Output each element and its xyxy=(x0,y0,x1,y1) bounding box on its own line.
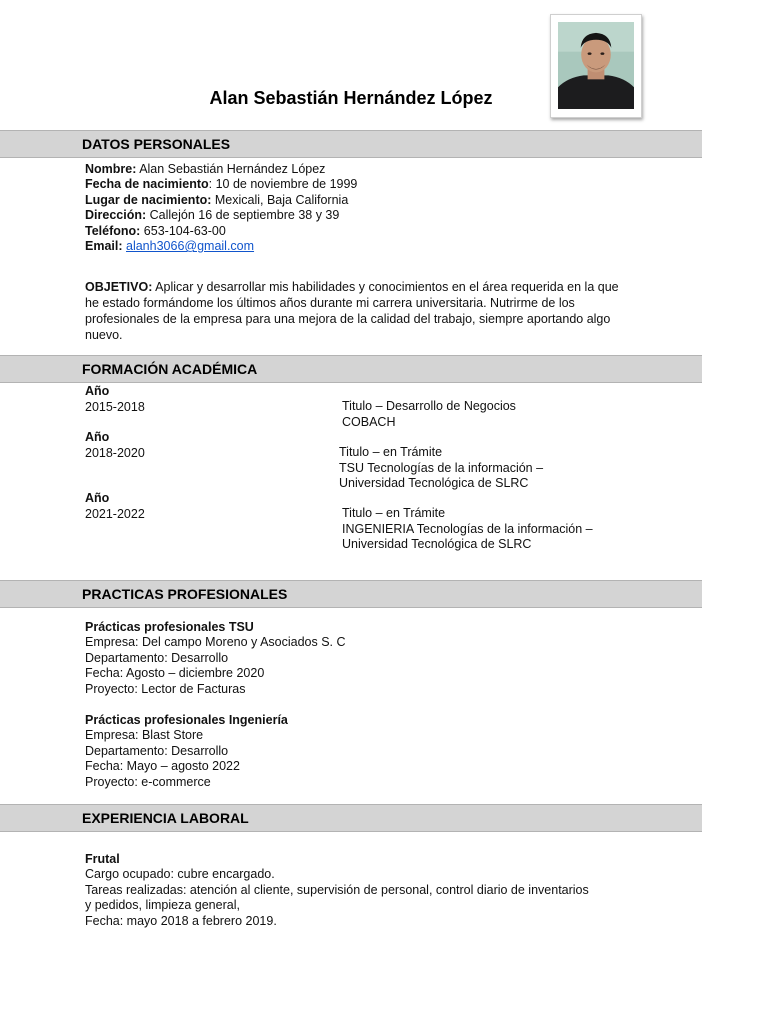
internship-entry xyxy=(85,713,288,790)
internship-department: Departamento: Desarrollo xyxy=(85,743,229,758)
internship-entry xyxy=(85,620,346,697)
internship-department: Departamento: Desarrollo xyxy=(85,650,229,665)
internship-project: Proyecto: Lector de Facturas xyxy=(85,681,246,696)
education-line: Titulo – Desarrollo de Negocios xyxy=(342,399,516,413)
objective-label: OBJETIVO: xyxy=(85,280,153,294)
section-title: PRACTICAS PROFESIONALES xyxy=(82,586,288,602)
field-label: Fecha de nacimiento xyxy=(85,177,209,192)
education-years: 2018-2020 xyxy=(85,446,145,460)
personal-birth-row xyxy=(85,177,357,192)
personal-place-row xyxy=(85,193,357,208)
personal-address-row xyxy=(85,208,357,223)
education-line: COBACH xyxy=(342,414,396,429)
experience-entry xyxy=(85,852,589,929)
section-header-internships xyxy=(0,580,702,608)
field-value: Mexicali, Baja California xyxy=(211,192,349,207)
education-years: 2021-2022 xyxy=(85,507,145,521)
personal-name-row xyxy=(85,162,357,177)
email-link[interactable]: alanh3066@gmail.com xyxy=(126,239,255,254)
section-header-education xyxy=(0,355,702,383)
section-header-experience xyxy=(0,804,702,832)
internship-project: Proyecto: e-commerce xyxy=(85,774,211,789)
education-line: INGENIERIA Tecnologías de la información – xyxy=(342,521,593,536)
education-years: 2015-2018 xyxy=(85,400,145,414)
internship-date: Fecha: Mayo – agosto 2022 xyxy=(85,759,240,774)
section-title: DATOS PERSONALES xyxy=(82,136,231,152)
education-details xyxy=(342,399,516,430)
personal-phone-row xyxy=(85,224,357,239)
experience-date: Fecha: mayo 2018 a febrero 2019. xyxy=(85,913,277,928)
experience-role: Cargo ocupado: cubre encargado. xyxy=(85,867,275,882)
education-label: Año xyxy=(85,430,110,444)
education-line: Universidad Tecnológica de SLRC xyxy=(342,537,532,552)
internship-company: Empresa: Blast Store xyxy=(85,728,204,743)
education-line: Titulo – en Trámite xyxy=(339,445,443,459)
field-value: : 10 de noviembre de 1999 xyxy=(208,177,358,192)
experience-tasks: Tareas realizadas: atención al cliente, supervisión de personal, control diario de inventarios xyxy=(85,882,589,897)
personal-info xyxy=(85,162,357,254)
education-line: TSU Tecnologías de la información – xyxy=(339,460,544,475)
field-value: 653-104-63-00 xyxy=(140,223,226,238)
field-value: Alan Sebastián Hernández López xyxy=(136,162,326,176)
field-label: Dirección: xyxy=(85,208,147,223)
experience-company: Frutal xyxy=(85,852,120,866)
objective-paragraph xyxy=(85,279,630,343)
education-details xyxy=(342,506,593,553)
field-label: Lugar de nacimiento: xyxy=(85,192,212,207)
education-line: Titulo – en Trámite xyxy=(342,506,446,520)
section-header-personal xyxy=(0,130,702,158)
education-details xyxy=(339,445,543,492)
field-label: Email: xyxy=(85,239,123,254)
internship-company: Empresa: Del campo Moreno y Asociados S. C xyxy=(85,635,346,650)
section-title: FORMACIÓN ACADÉMICA xyxy=(82,361,258,377)
section-title: EXPERIENCIA LABORAL xyxy=(82,810,249,826)
objective-text: Aplicar y desarrollar mis habilidades y conocimientos en el área requerida en la que he estado formándome los últimos años durante mi carrera universitaria. Nutrirme de los profesionales de la empresa para una mejora de la calidad del trabajo, siempre aportando algo nuevo. xyxy=(85,280,619,342)
personal-email-row xyxy=(85,239,357,254)
internship-title: Prácticas profesionales TSU xyxy=(85,620,254,634)
education-label: Año xyxy=(85,491,110,505)
experience-tasks-continued: y pedidos, limpieza general, xyxy=(85,898,240,913)
education-line: Universidad Tecnológica de SLRC xyxy=(339,476,529,491)
internship-title: Prácticas profesionales Ingeniería xyxy=(85,713,288,727)
field-label: Teléfono: xyxy=(85,223,141,238)
field-label: Nombre: xyxy=(85,162,137,176)
internship-date: Fecha: Agosto – diciembre 2020 xyxy=(85,666,265,681)
education-label: Año xyxy=(85,384,110,398)
page-title: Alan Sebastián Hernández López xyxy=(209,88,493,108)
field-value: Callejón 16 de septiembre 38 y 39 xyxy=(146,208,340,223)
